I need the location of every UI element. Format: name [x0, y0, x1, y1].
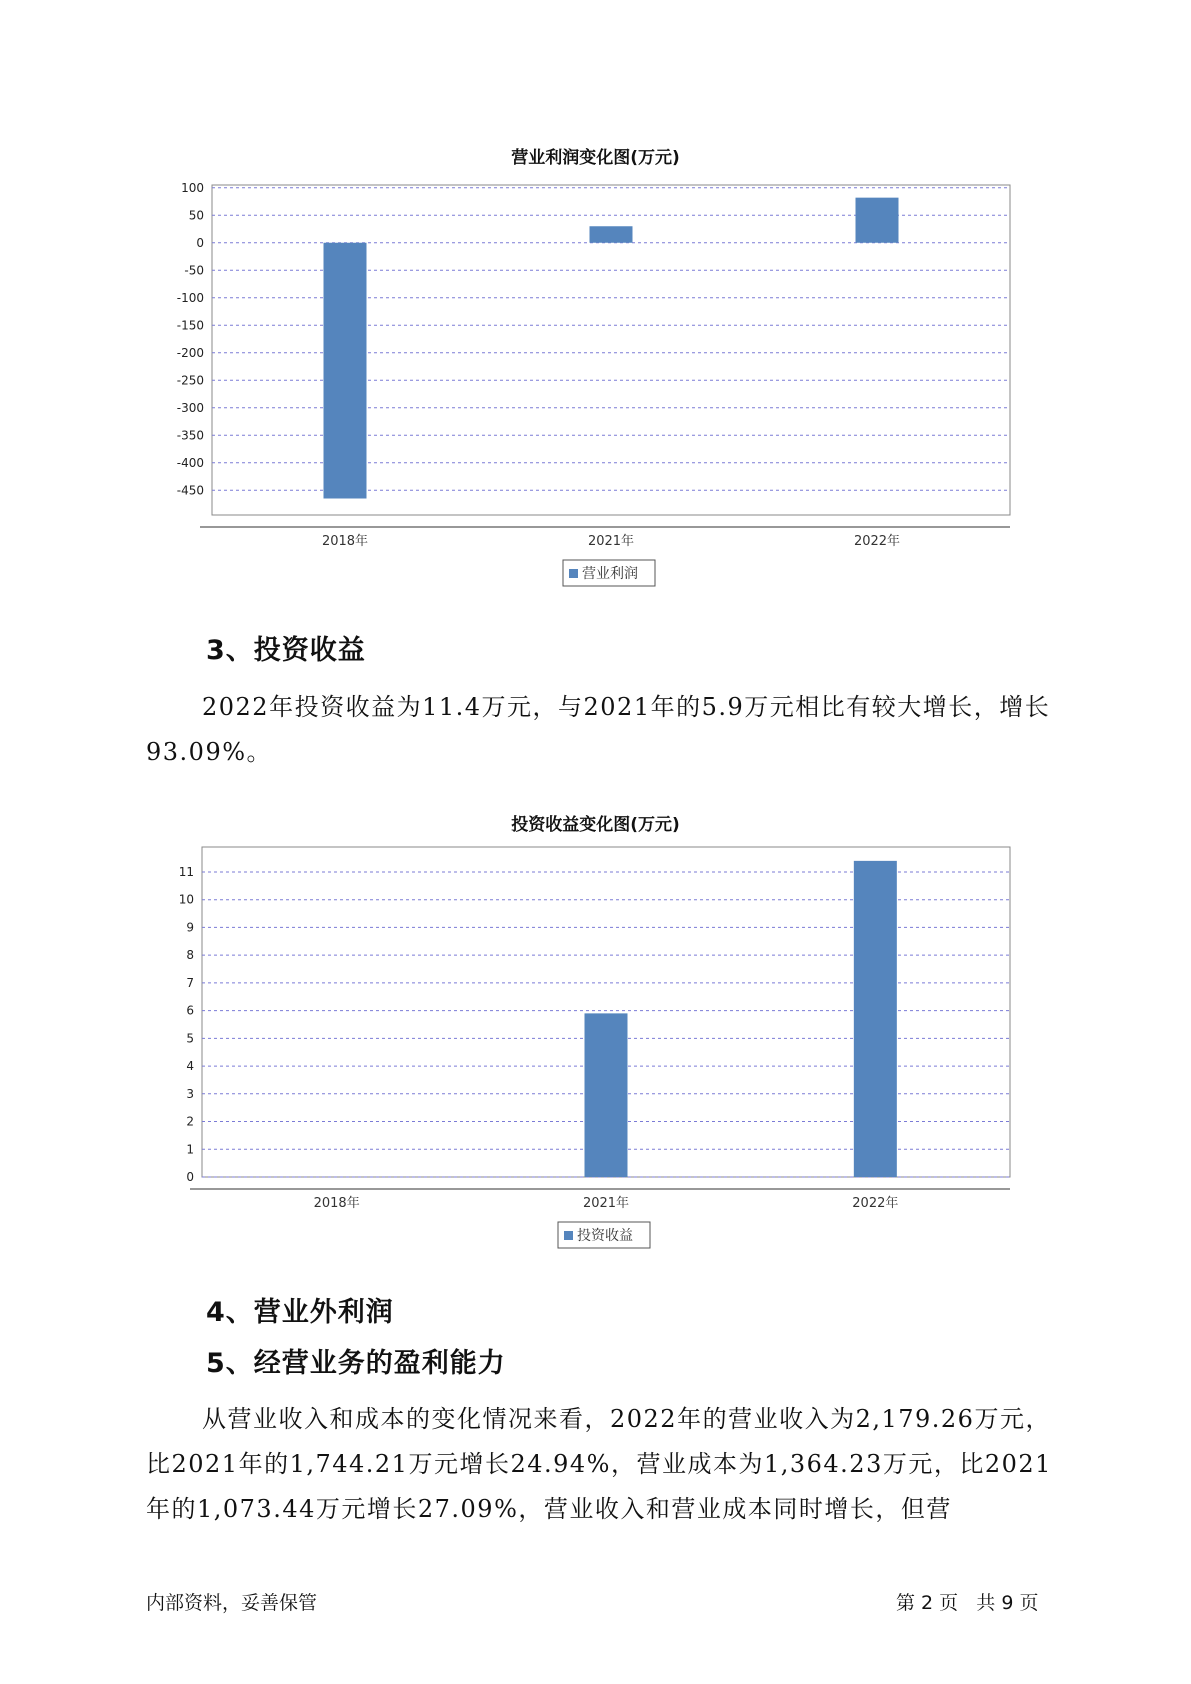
y-tick-label: 9	[186, 920, 194, 935]
bar	[324, 243, 367, 499]
y-tick-label: 6	[186, 1003, 194, 1018]
legend-label: 投资收益	[577, 1228, 633, 1244]
bar	[590, 226, 633, 243]
y-tick-label: -50	[184, 263, 204, 278]
y-tick-label: 50	[188, 208, 204, 223]
legend-swatch	[569, 569, 578, 578]
y-tick-label: 1	[186, 1142, 194, 1157]
y-tick-label: -400	[176, 455, 204, 470]
legend-swatch	[564, 1231, 573, 1240]
chart1-svg	[160, 175, 1030, 600]
y-tick-label: -350	[176, 428, 204, 443]
y-tick-label: 3	[186, 1086, 194, 1101]
y-tick-label: 0	[196, 235, 204, 250]
section-3-heading: 3、投资收益	[206, 635, 366, 666]
y-tick-label: -300	[176, 400, 204, 415]
section-3-paragraph: 2022年投资收益为11.4万元，与2021年的5.9万元相比有较大增长，增长93.09%。	[146, 693, 1051, 766]
x-tick-label: 2021年	[582, 1196, 630, 1211]
bar	[856, 198, 899, 243]
x-tick-label: 2022年	[853, 534, 901, 549]
y-tick-label: 4	[186, 1059, 194, 1074]
x-tick-label: 2022年	[852, 1196, 899, 1211]
y-tick-label: 10	[178, 892, 194, 907]
x-tick-label: 2018年	[321, 534, 369, 549]
chart2-svg	[160, 842, 1030, 1267]
chart2-title: 投资收益变化图(万元)	[511, 815, 680, 835]
y-tick-label: -250	[176, 373, 204, 388]
footer-right: 第 2 页 共 9 页	[896, 1592, 1039, 1614]
y-tick-label: -450	[176, 483, 204, 498]
y-tick-label: 2	[186, 1114, 194, 1129]
x-tick-label: 2018年	[313, 1196, 360, 1211]
y-tick-label: -100	[176, 290, 204, 305]
y-tick-label: 7	[186, 975, 194, 990]
section-5-heading: 5、经营业务的盈利能力	[206, 1348, 506, 1379]
bar	[854, 861, 897, 1177]
footer-left: 内部资料，妥善保管	[146, 1592, 318, 1614]
y-tick-label: 100	[181, 180, 204, 195]
y-tick-label: 5	[186, 1031, 194, 1046]
y-tick-label: -150	[176, 318, 204, 333]
y-tick-label: 0	[186, 1170, 194, 1184]
section-5-paragraph: 从营业收入和成本的变化情况来看，2022年的营业收入为2,179.26万元，比2021年的1,744.21万元增长24.94%，营业成本为1,364.23万元，比2021年的1,073.44万元增长27.09%，营业收入和营业成本同时增长，但营	[146, 1405, 1052, 1523]
legend-label: 营业利润	[582, 566, 638, 582]
y-tick-label: -200	[176, 345, 204, 360]
bar	[585, 1013, 628, 1177]
section-4-heading: 4、营业外利润	[206, 1297, 394, 1328]
y-tick-label: 11	[178, 864, 194, 879]
chart1-title: 营业利润变化图(万元)	[511, 148, 680, 168]
x-tick-label: 2021年	[587, 534, 635, 549]
y-tick-label: 8	[186, 948, 194, 963]
